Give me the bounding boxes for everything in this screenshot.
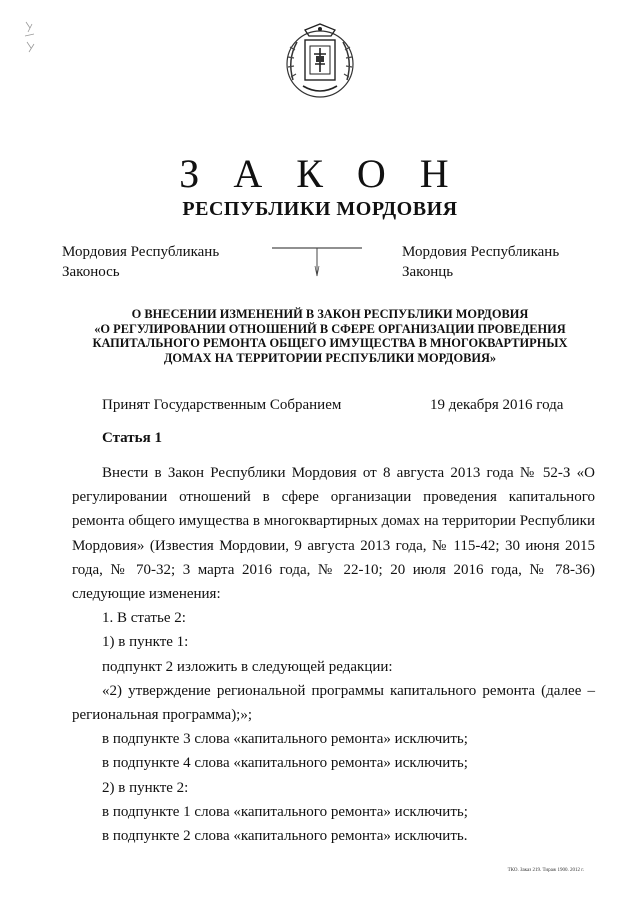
law-title-line-2: «О РЕГУЛИРОВАНИИ ОТНОШЕНИЙ В СФЕРЕ ОРГАНИЗАЦИИ ПРОВЕДЕНИЯ bbox=[94, 321, 566, 336]
document-subtitle: РЕСПУБЛИКИ МОРДОВИЯ bbox=[182, 198, 458, 220]
article-heading: Статья 1 bbox=[102, 430, 162, 446]
coat-of-arms-icon bbox=[279, 20, 361, 102]
print-footer: ТКО. Заказ 219. Тираж 1900. 2012 г. bbox=[507, 868, 584, 873]
law-title-line-4: ДОМАХ НА ТЕРРИТОРИИ РЕСПУБЛИКИ МОРДОВИЯ» bbox=[163, 350, 497, 365]
left-language-line-2: Законось bbox=[62, 264, 120, 280]
right-language-block bbox=[402, 242, 559, 282]
body-line-6: в подпункте 4 слова «капитального ремонта» исключить; bbox=[102, 755, 468, 772]
adopted-by: Принят Государственным Собранием bbox=[102, 397, 342, 413]
law-title-line-3: КАПИТАЛЬНОГО РЕМОНТА ОБЩЕГО ИМУЩЕСТВА В МНОГОКВАРТИРНЫХ bbox=[92, 336, 568, 350]
document-title: З А К О Н bbox=[179, 151, 461, 196]
law-title-line-1: О ВНЕСЕНИИ ИЗМЕНЕНИЙ В ЗАКОН РЕСПУБЛИКИ МОРДОВИЯ bbox=[131, 307, 529, 321]
right-language-line-1: Мордовия Республикань bbox=[402, 244, 560, 260]
body-line-3: подпункт 2 изложить в следующей редакции: bbox=[102, 658, 393, 675]
law-title bbox=[60, 307, 600, 365]
article-body bbox=[72, 461, 595, 848]
body-line-1: 1. В статье 2: bbox=[102, 610, 186, 627]
body-line-2: 1) в пункте 1: bbox=[102, 634, 189, 651]
adopted-date: 19 декабря 2016 года bbox=[430, 397, 564, 413]
body-line-9: в подпункте 2 слова «капитального ремонта» исключить. bbox=[102, 828, 468, 845]
body-line-5: в подпункте 3 слова «капитального ремонта» исключить; bbox=[102, 731, 468, 748]
intro-paragraph: Внести в Закон Республики Мордовия от 8 августа 2013 года № 52-З «О регулировании отношений в сфере организации проведения капитального ремонта общего имущества в многоквартирных домах на территории Республики Мордовия» (Известия Мордовии, 9 августа 2013 года, № 115-42; 30 июня 2015 года, № 70-32; 3 марта 2016 года, № 22-10; 20 июля 2016 года, № 78-36) следующие изменения: bbox=[72, 465, 595, 603]
margin-handwriting-mark bbox=[22, 18, 42, 58]
signature-line bbox=[272, 246, 362, 278]
left-language-line-1: Мордовия Республикань bbox=[62, 244, 220, 260]
left-language-block bbox=[62, 242, 219, 282]
body-line-7: 2) в пункте 2: bbox=[102, 779, 189, 796]
body-line-8: в подпункте 1 слова «капитального ремонта» исключить; bbox=[102, 803, 468, 820]
right-language-line-2: Законць bbox=[402, 264, 454, 280]
body-line-4: «2) утверждение региональной программы капитального ремонта (далее – региональная программа);»; bbox=[72, 682, 595, 724]
